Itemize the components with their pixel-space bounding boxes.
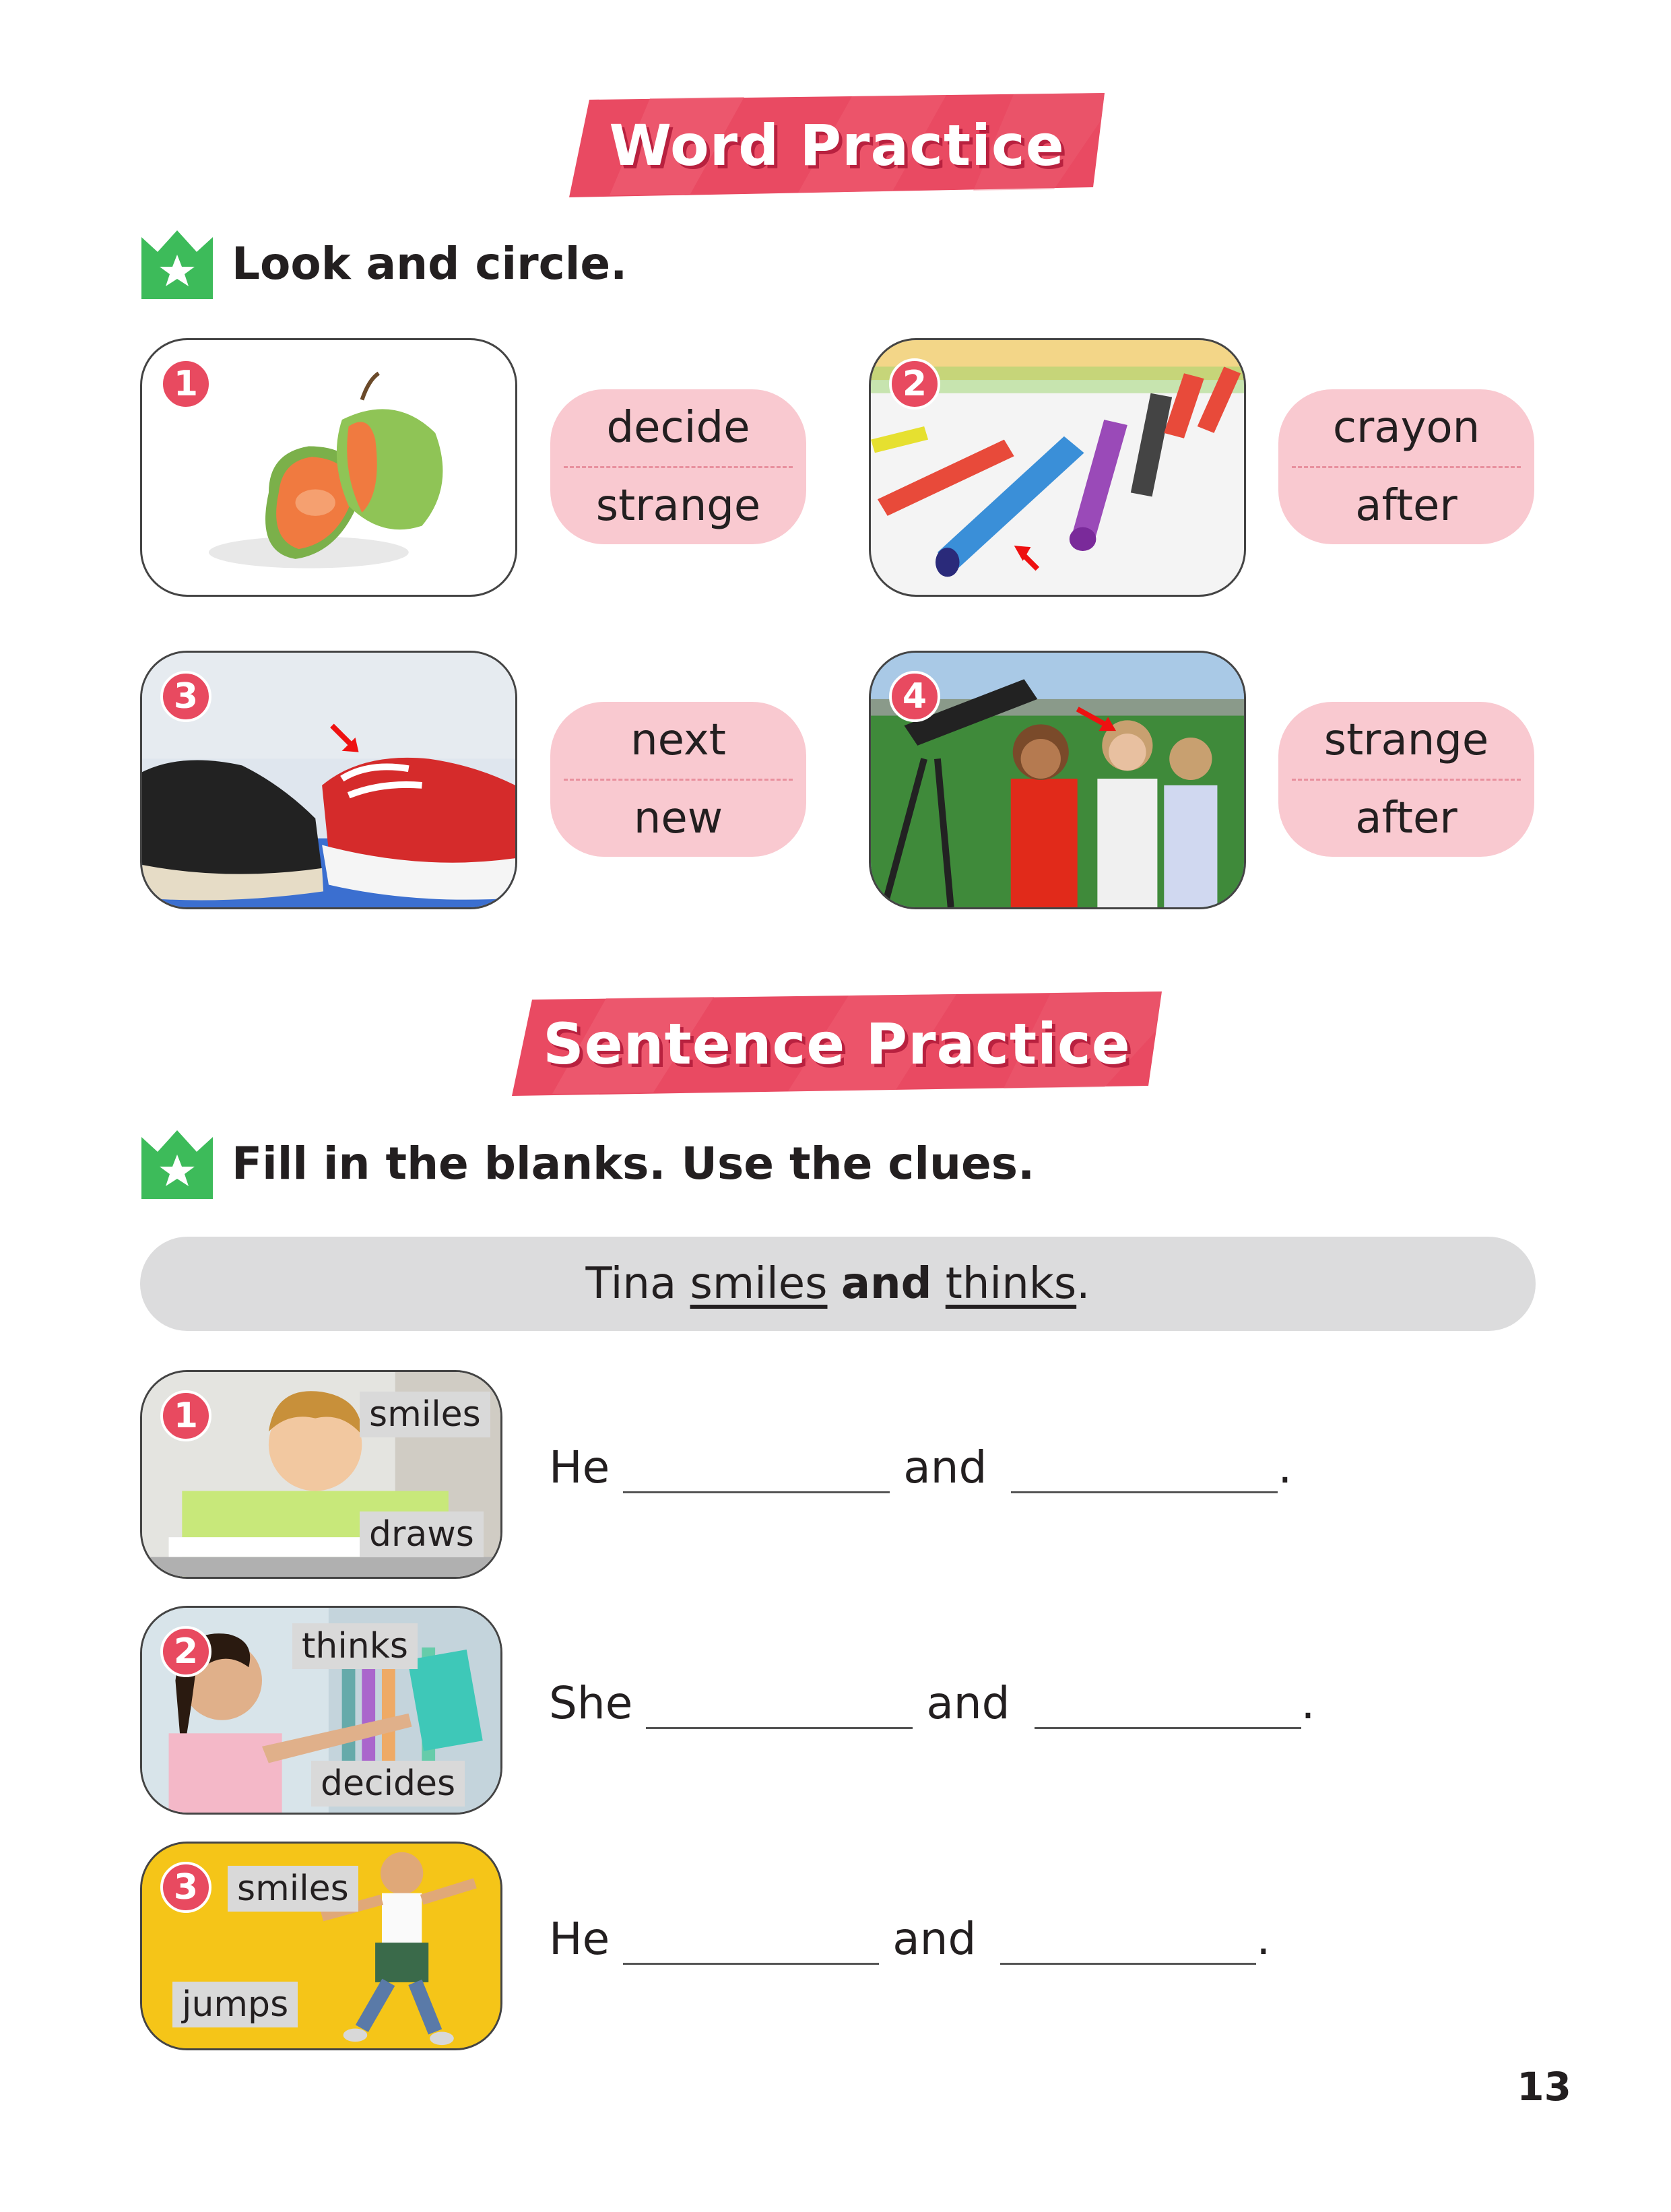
word-option[interactable]: crayon bbox=[1332, 402, 1480, 453]
sentence-practice-title: Sentence Practice bbox=[543, 1010, 1131, 1077]
item-number-badge: 2 bbox=[160, 1626, 211, 1677]
clue-tag: draws bbox=[360, 1511, 484, 1557]
sentence-period: . bbox=[1256, 1913, 1271, 1965]
instruction-text: Fill in the blanks. Use the clues. bbox=[232, 1137, 1035, 1190]
clue-tag: smiles bbox=[228, 1866, 358, 1912]
model-conjunction: and bbox=[841, 1259, 932, 1309]
page-number: 13 bbox=[1517, 2064, 1571, 2110]
clue-tag: thinks bbox=[292, 1623, 418, 1669]
item-number-badge: 3 bbox=[160, 1862, 211, 1913]
sentence-period: . bbox=[1278, 1441, 1292, 1493]
word-option[interactable]: after bbox=[1355, 481, 1457, 531]
model-verb: thinks bbox=[945, 1259, 1077, 1309]
answer-blank[interactable] bbox=[646, 1679, 913, 1729]
model-period: . bbox=[1076, 1259, 1090, 1309]
word-option[interactable]: strange bbox=[595, 481, 761, 531]
item-number-badge: 3 bbox=[160, 671, 211, 722]
answer-blank[interactable] bbox=[623, 1914, 879, 1965]
item-number-badge: 1 bbox=[160, 358, 211, 410]
item-number-badge: 2 bbox=[889, 358, 940, 410]
item-number-badge: 1 bbox=[160, 1390, 211, 1441]
sentence-period: . bbox=[1301, 1677, 1315, 1729]
word-option[interactable]: new bbox=[633, 793, 723, 844]
word-choice-pill bbox=[550, 702, 806, 857]
word-option[interactable]: after bbox=[1355, 793, 1457, 844]
word-choice-pill bbox=[550, 389, 806, 544]
item-number-badge: 4 bbox=[889, 671, 940, 722]
sentence-subject: He bbox=[549, 1441, 610, 1493]
answer-blank[interactable] bbox=[1000, 1914, 1256, 1965]
word-option[interactable]: strange bbox=[1323, 715, 1489, 765]
word-practice-banner bbox=[569, 93, 1105, 197]
answer-blank[interactable] bbox=[1011, 1443, 1278, 1493]
sentence-line bbox=[549, 1913, 1270, 1965]
sentence-conjunction: and bbox=[892, 1913, 977, 1965]
instruction-look-circle bbox=[141, 228, 627, 299]
crown-star-icon bbox=[141, 1128, 213, 1199]
sentence-conjunction: and bbox=[926, 1677, 1010, 1729]
instruction-fill-blanks bbox=[141, 1128, 1035, 1199]
word-choice-pill bbox=[1278, 702, 1534, 857]
sentence-line bbox=[549, 1441, 1292, 1493]
model-sentence bbox=[140, 1237, 1536, 1331]
word-practice-title: Word Practice bbox=[609, 112, 1065, 178]
word-choice-pill bbox=[1278, 389, 1534, 544]
word-option[interactable]: decide bbox=[606, 402, 750, 453]
clue-tag: decides bbox=[311, 1761, 465, 1807]
crown-star-icon bbox=[141, 228, 213, 299]
sentence-subject: He bbox=[549, 1913, 610, 1965]
sentence-line bbox=[549, 1677, 1315, 1729]
answer-blank[interactable] bbox=[1035, 1679, 1301, 1729]
word-option[interactable]: next bbox=[630, 715, 726, 765]
answer-blank[interactable] bbox=[623, 1443, 890, 1493]
sentence-practice-banner bbox=[512, 991, 1162, 1096]
model-verb: smiles bbox=[690, 1259, 828, 1309]
sentence-subject: She bbox=[549, 1677, 633, 1729]
sentence-conjunction: and bbox=[903, 1441, 987, 1493]
clue-tag: smiles bbox=[360, 1392, 490, 1437]
model-part: Tina bbox=[585, 1259, 690, 1309]
clue-tag: jumps bbox=[172, 1982, 298, 2027]
model-part bbox=[931, 1259, 945, 1309]
model-part bbox=[828, 1259, 841, 1309]
instruction-text: Look and circle. bbox=[232, 237, 628, 290]
